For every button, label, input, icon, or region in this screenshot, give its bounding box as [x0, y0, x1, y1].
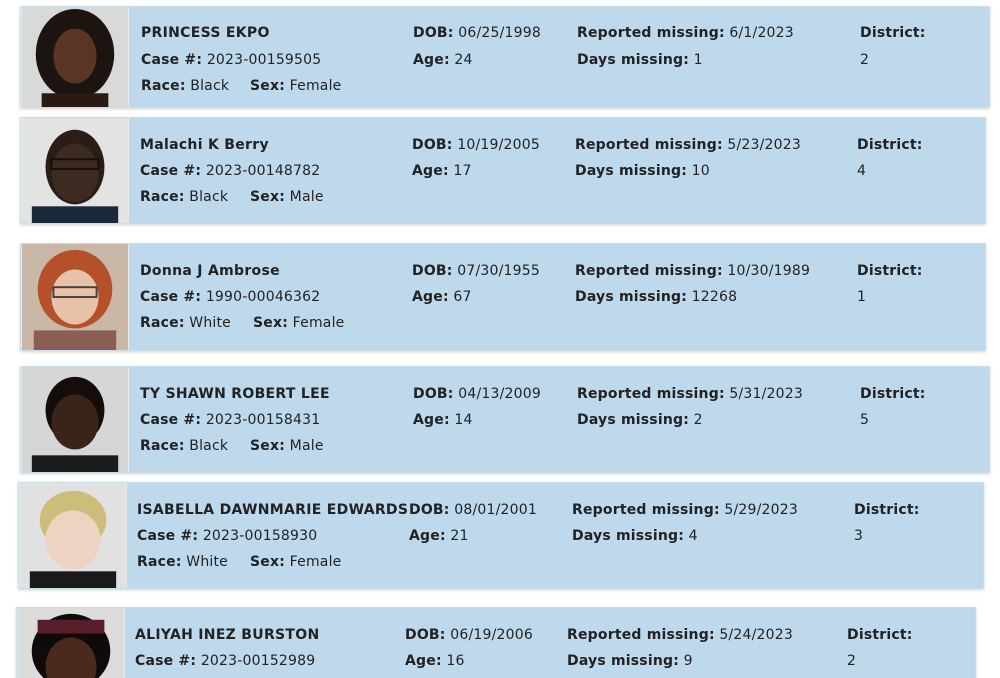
sex-value: Sex: Female [250, 554, 342, 570]
person-photo [21, 118, 129, 223]
district-value: 4 [857, 163, 867, 179]
sex-value: Sex: Female [250, 78, 342, 94]
person-photo [19, 483, 127, 588]
person-photo [21, 367, 129, 472]
person-photo [21, 244, 129, 350]
district-label: District: [854, 502, 920, 518]
district-label: District: [847, 627, 913, 643]
race-value: Race: Black [141, 78, 230, 94]
race-value: Race: White [137, 554, 228, 570]
dob-value: DOB: 04/13/2009 [413, 386, 541, 402]
dob-value: DOB: 07/30/1955 [412, 263, 540, 279]
age-value: Age: 16 [405, 653, 465, 669]
district-label: District: [860, 386, 926, 402]
case-number: Case #: 2023-00152989 [135, 653, 316, 669]
person-name[interactable]: Donna J Ambrose [140, 263, 280, 279]
person-card[interactable] [18, 482, 984, 589]
person-card[interactable] [20, 243, 986, 351]
district-label: District: [857, 137, 923, 153]
race-value: Race: Black [140, 189, 229, 205]
person-card[interactable] [20, 366, 990, 473]
sex-value: Sex: Male [250, 189, 324, 205]
sex-value: Sex: Female [253, 315, 345, 331]
district-value: 3 [854, 528, 864, 544]
person-card[interactable] [20, 6, 990, 108]
days-missing-value: Days missing: 2 [577, 412, 703, 428]
age-value: Age: 24 [413, 52, 473, 68]
days-missing-value: Days missing: 9 [567, 653, 693, 669]
case-number: Case #: 2023-00159505 [141, 52, 322, 68]
days-missing-value: Days missing: 10 [575, 163, 710, 179]
age-value: Age: 17 [412, 163, 472, 179]
age-value: Age: 14 [413, 412, 473, 428]
person-name[interactable]: ALIYAH INEZ BURSTON [135, 627, 320, 643]
district-label: District: [857, 263, 923, 279]
person-name[interactable]: PRINCESS EKPO [141, 25, 270, 41]
person-name[interactable]: ISABELLA DAWNMARIE EDWARDS [137, 502, 409, 518]
reported-missing-value: Reported missing: 5/29/2023 [572, 502, 798, 518]
person-name[interactable]: Malachi K Berry [140, 137, 269, 153]
district-value: 2 [860, 52, 870, 68]
district-value: 2 [847, 653, 857, 669]
days-missing-value: Days missing: 12268 [575, 289, 738, 305]
reported-missing-value: Reported missing: 5/31/2023 [577, 386, 803, 402]
case-number: Case #: 2023-00158930 [137, 528, 318, 544]
race-value: Race: Black [140, 438, 229, 454]
sex-value: Sex: Male [250, 438, 324, 454]
dob-value: DOB: 06/19/2006 [405, 627, 533, 643]
district-value: 5 [860, 412, 870, 428]
dob-value: DOB: 08/01/2001 [409, 502, 537, 518]
age-value: Age: 21 [409, 528, 469, 544]
race-value: Race: White [140, 315, 231, 331]
district-label: District: [860, 25, 926, 41]
reported-missing-value: Reported missing: 10/30/1989 [575, 263, 811, 279]
person-name[interactable]: TY SHAWN ROBERT LEE [140, 386, 330, 402]
reported-missing-value: Reported missing: 5/23/2023 [575, 137, 801, 153]
case-number: Case #: 1990-00046362 [140, 289, 321, 305]
case-number: Case #: 2023-00148782 [140, 163, 321, 179]
district-value: 1 [857, 289, 867, 305]
dob-value: DOB: 10/19/2005 [412, 137, 540, 153]
case-number: Case #: 2023-00158431 [140, 412, 321, 428]
dob-value: DOB: 06/25/1998 [413, 25, 541, 41]
person-photo [17, 608, 125, 678]
person-card[interactable] [16, 607, 976, 678]
reported-missing-value: Reported missing: 5/24/2023 [567, 627, 793, 643]
age-value: Age: 67 [412, 289, 472, 305]
days-missing-value: Days missing: 1 [577, 52, 703, 68]
person-photo [21, 7, 129, 107]
person-card[interactable] [20, 117, 986, 224]
reported-missing-value: Reported missing: 6/1/2023 [577, 25, 794, 41]
days-missing-value: Days missing: 4 [572, 528, 698, 544]
